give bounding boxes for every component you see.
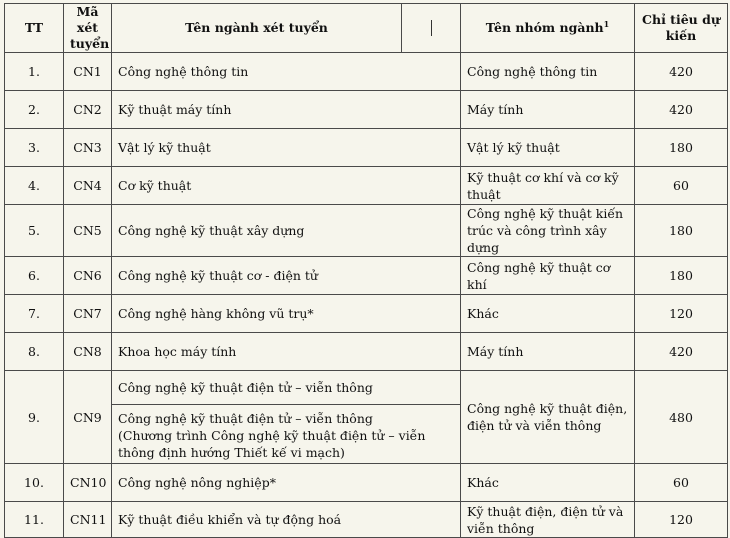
admission-table (4, 3, 728, 538)
table-row (5, 167, 728, 205)
cell-nhom: Công nghệ kỹ thuật cơ khí (461, 257, 635, 295)
table-row (5, 464, 728, 502)
table-row (5, 257, 728, 295)
cell-tt: 5. (5, 205, 64, 257)
cell-tt: 4. (5, 167, 64, 205)
cell-ma: CN7 (64, 295, 112, 333)
header-ma: Mã xét tuyển (64, 4, 112, 53)
cell-chi-tieu: 420 (635, 333, 728, 371)
cell-ma: CN9 (64, 371, 112, 464)
cell-chi-tieu: 180 (635, 205, 728, 257)
table-row (5, 333, 728, 371)
cell-nhom: Khác (461, 464, 635, 502)
cell-tt: 3. (5, 129, 64, 167)
cell-tt: 1. (5, 53, 64, 91)
cell-nhom: Khác (461, 295, 635, 333)
divider-mark (431, 20, 432, 36)
table-row (5, 129, 728, 167)
cell-tt: 6. (5, 257, 64, 295)
cell-chi-tieu: 60 (635, 167, 728, 205)
cell-ten: Công nghệ kỹ thuật cơ - điện tử (112, 257, 461, 295)
header-ten-nganh: Tên ngành xét tuyển (112, 4, 402, 53)
cell-chi-tieu: 120 (635, 295, 728, 333)
cell-ten: Công nghệ kỹ thuật xây dựng (112, 205, 461, 257)
table-row (5, 295, 728, 333)
cell-ten: Công nghệ nông nghiệp* (112, 464, 461, 502)
header-tt: TT (5, 4, 64, 53)
cell-chi-tieu: 180 (635, 129, 728, 167)
cell-tt: 8. (5, 333, 64, 371)
cell-ten-secondary-note: (Chương trình Công nghệ kỹ thuật điện tử – viễn thông định hướng Thiết kế vi mạch) (118, 427, 426, 460)
table-row (5, 91, 728, 129)
cell-ma: CN4 (64, 167, 112, 205)
cell-ten: Cơ kỹ thuật (112, 167, 461, 205)
cell-nhom: Kỹ thuật cơ khí và cơ kỹ thuật (461, 167, 635, 205)
cell-ten: Kỹ thuật điều khiển và tự động hoá (112, 502, 461, 538)
cell-ten-secondary-title: Công nghệ kỹ thuật điện tử – viễn thông (118, 410, 373, 426)
cell-ma: CN1 (64, 53, 112, 91)
cell-nhom: Công nghệ kỹ thuật kiến trúc và công trình xây dựng (461, 205, 635, 257)
cell-tt: 10. (5, 464, 64, 502)
header-chi-tieu: Chỉ tiêu dự kiến (635, 4, 728, 53)
cell-tt: 2. (5, 91, 64, 129)
cell-chi-tieu: 180 (635, 257, 728, 295)
header-nhom-footnote: 1 (603, 18, 610, 29)
cell-ten: Công nghệ hàng không vũ trụ* (112, 295, 461, 333)
cell-ma: CN2 (64, 91, 112, 129)
cell-ma: CN10 (64, 464, 112, 502)
cell-ten-primary: Công nghệ kỹ thuật điện tử – viễn thông (112, 371, 461, 405)
cell-chi-tieu: 120 (635, 502, 728, 538)
table-row (5, 53, 728, 91)
cell-chi-tieu: 480 (635, 371, 728, 464)
cell-ma: CN11 (64, 502, 112, 538)
table-header-row (5, 4, 728, 53)
header-nhom (461, 4, 635, 53)
cell-ten: Công nghệ thông tin (112, 53, 461, 91)
cell-ten: Khoa học máy tính (112, 333, 461, 371)
cell-ma: CN5 (64, 205, 112, 257)
cell-chi-tieu: 420 (635, 91, 728, 129)
header-nhom-label: Tên nhóm ngành (485, 20, 604, 35)
cell-tt: 7. (5, 295, 64, 333)
cell-ma: CN8 (64, 333, 112, 371)
table-row (5, 205, 728, 257)
cell-nhom: Vật lý kỹ thuật (461, 129, 635, 167)
cell-ten: Kỹ thuật máy tính (112, 91, 461, 129)
cell-nhom: Kỹ thuật điện, điện tử và viễn thông (461, 502, 635, 538)
cell-nhom: Công nghệ thông tin (461, 53, 635, 91)
cell-nhom: Công nghệ kỹ thuật điện, điện tử và viễn thông (461, 371, 635, 464)
cell-nhom: Máy tính (461, 333, 635, 371)
cell-chi-tieu: 60 (635, 464, 728, 502)
cell-ten: Vật lý kỹ thuật (112, 129, 461, 167)
header-divider (402, 4, 461, 53)
table-row (5, 502, 728, 538)
table-row (5, 371, 728, 405)
cell-nhom: Máy tính (461, 91, 635, 129)
cell-tt: 9. (5, 371, 64, 464)
cell-ma: CN3 (64, 129, 112, 167)
cell-ma: CN6 (64, 257, 112, 295)
cell-tt: 11. (5, 502, 64, 538)
cell-chi-tieu: 420 (635, 53, 728, 91)
cell-ten-secondary (112, 405, 461, 464)
